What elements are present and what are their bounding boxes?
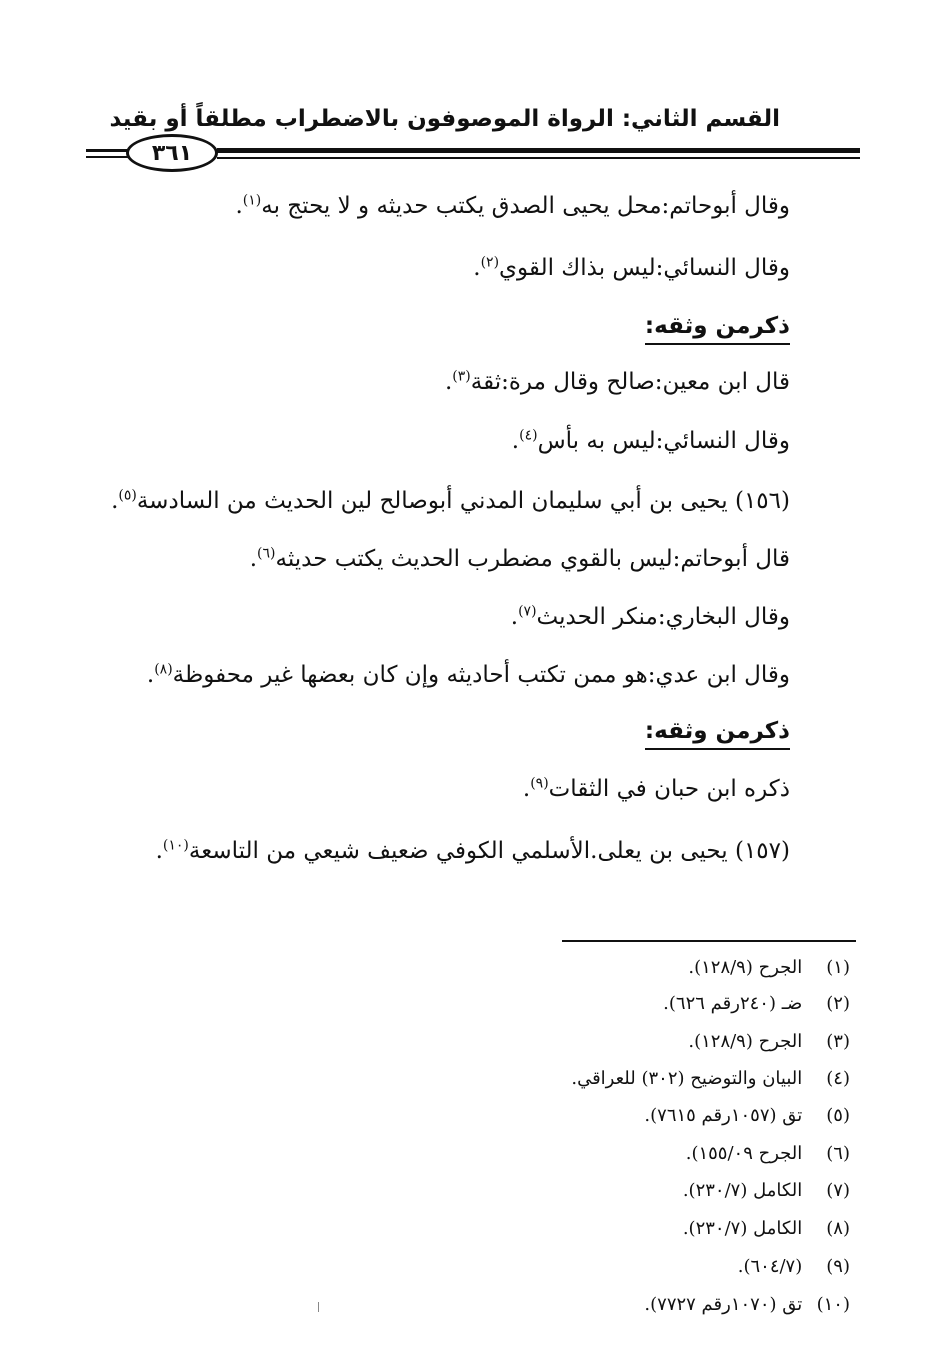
footnote-3 — [430, 1030, 850, 1054]
page-number: ٣٦١ — [151, 140, 193, 166]
footnote-text: الجرح (١٢٨/٩). — [688, 1031, 803, 1052]
footnote-7 — [430, 1179, 850, 1203]
body-text: قال ابن معين:صالح وقال مرة:ثقة — [470, 369, 790, 395]
footnote-ref: (٦) — [257, 545, 276, 562]
section-heading-2: ذكرمن وثقه: — [645, 715, 790, 750]
body-text: (١٥٦) يحيى بن أبي سليمان المدني أبوصالح لين الحديث من السادسة — [136, 488, 790, 514]
running-header-title: القسم الثاني: الرواة الموصوفون بالاضطراب مطلقاً أو بقيد — [109, 106, 780, 132]
footnote-number: (١) — [826, 957, 850, 978]
body-text: (١٥٧) يحيى بن يعلى.الأسلمي الكوفي ضعيف شيعي من التاسعة — [188, 838, 790, 864]
footnote-1 — [430, 956, 850, 980]
footnote-separator — [562, 940, 856, 942]
footnote-ref: (٥) — [118, 487, 137, 504]
period: . — [146, 662, 155, 688]
body-line-6 — [70, 542, 790, 576]
period: . — [511, 428, 520, 454]
period: . — [111, 488, 119, 514]
footnote-ref: (١) — [242, 192, 262, 209]
body-text: وقال أبوحاتم:محل يحيى الصدق يكتب حديثه و لا يحتج به — [261, 193, 790, 219]
footnote-5 — [430, 1104, 850, 1128]
footnote-ref: (٢) — [480, 254, 500, 271]
footnote-number: (١٠) — [816, 1294, 850, 1315]
period: . — [235, 193, 243, 219]
footnote-ref: (٩) — [530, 775, 549, 792]
body-text: وقال النسائي:ليس بذاك القوي — [499, 255, 790, 281]
page-number-badge — [126, 134, 218, 172]
footnote-number: (٤) — [826, 1068, 850, 1089]
body-line-9 — [70, 772, 790, 806]
footnote-8 — [430, 1217, 850, 1241]
period: . — [522, 776, 531, 802]
footnote-ref: (٣) — [452, 368, 471, 385]
footnote-2 — [430, 992, 850, 1016]
header-rule-thick — [217, 148, 860, 153]
period: . — [444, 369, 453, 395]
footnote-text: الجرح ١٥٥/٠٩). — [685, 1143, 803, 1164]
footnote-ref: (٨) — [154, 661, 173, 678]
body-line-5 — [70, 484, 790, 518]
period: . — [510, 604, 519, 630]
body-text: وقال النسائي:ليس به بأس — [537, 428, 790, 454]
body-text: ذكره ابن حبان في الثقات — [548, 776, 790, 802]
footnote-text: الكامل (٢٣٠/٧). — [682, 1218, 803, 1239]
footnote-text: تق (١٠٧٠رقم ٧٧٢٧). — [644, 1294, 803, 1315]
scan-mark — [318, 1302, 319, 1312]
body-line-7 — [70, 600, 790, 634]
footnote-text: البيان والتوضيح (٣٠٢) للعراقي. — [571, 1068, 803, 1089]
header-rule-thin — [217, 157, 860, 159]
footnote-number: (٨) — [826, 1218, 850, 1239]
footnote-number: (٧) — [826, 1180, 850, 1201]
section-heading-1: ذكرمن وثقه: — [645, 310, 790, 345]
footnote-text: ضـ (٢٤٠رقم ٦٢٦). — [663, 993, 803, 1014]
footnote-6 — [430, 1142, 850, 1166]
body-line-2 — [70, 251, 790, 285]
footnote-number: (٢) — [826, 993, 850, 1014]
body-text: وقال ابن عدي:هو ممن تكتب أحاديثه وإن كان بعضها غير محفوظة — [172, 662, 790, 688]
footnote-number: (٣) — [826, 1031, 850, 1052]
body-text: قال أبوحاتم:ليس بالقوي مضطرب الحديث يكتب حديثه — [275, 546, 790, 572]
period: . — [249, 546, 258, 572]
footnote-10 — [430, 1293, 850, 1317]
footnote-number: (٥) — [826, 1105, 850, 1126]
footnote-text: (٦٠٤/٧). — [737, 1256, 803, 1277]
footnote-number: (٩) — [826, 1256, 850, 1277]
footnote-9 — [430, 1255, 850, 1279]
footnote-ref: (٤) — [519, 427, 538, 444]
body-line-1 — [70, 189, 790, 223]
footnote-ref: (٧) — [518, 603, 537, 620]
period: . — [473, 255, 481, 281]
header-rule-left-thick — [86, 149, 128, 152]
footnote-text: الجرح (١٢٨/٩). — [688, 957, 803, 978]
period: . — [155, 838, 163, 864]
body-line-8 — [70, 658, 790, 692]
body-line-10 — [70, 834, 790, 868]
body-line-3 — [70, 365, 790, 399]
body-line-4 — [70, 424, 790, 458]
footnote-number: (٦) — [826, 1143, 850, 1164]
footnote-4 — [430, 1067, 850, 1091]
footnote-text: تق (١٠٥٧رقم ٧٦١٥). — [644, 1105, 803, 1126]
footnote-text: الكامل (٢٣٠/٧). — [682, 1180, 803, 1201]
header-rule-left-thin — [86, 156, 128, 158]
body-text: وقال البخاري:منكر الحديث — [536, 604, 790, 630]
footnote-ref: (١٠) — [162, 837, 189, 854]
